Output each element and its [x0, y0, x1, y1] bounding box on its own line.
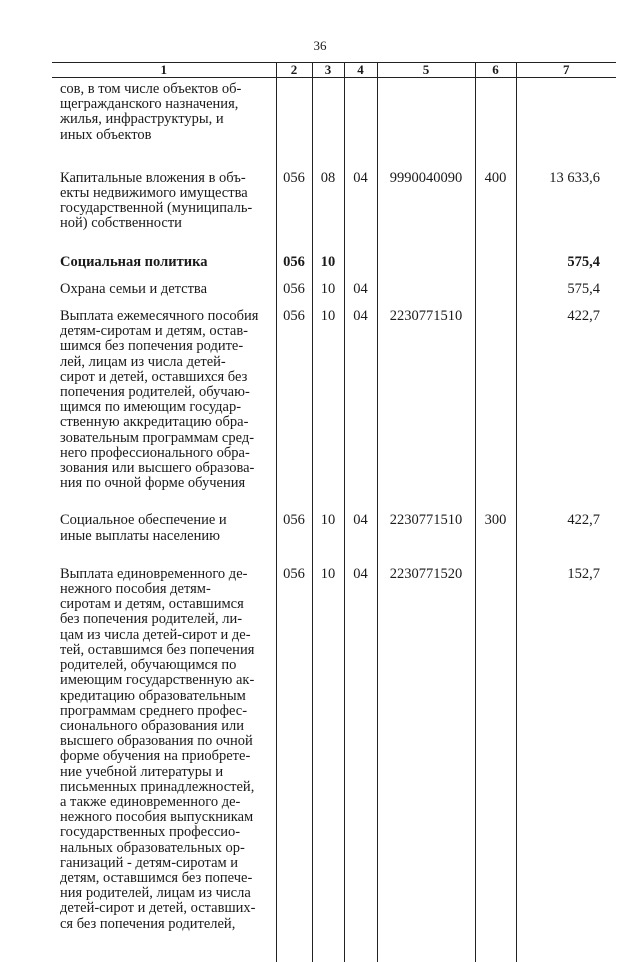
row-col-5-cell: 2230771510: [377, 513, 475, 566]
row-col-6-cell: [475, 282, 516, 309]
row-col-5-cell: 9990040090: [377, 168, 475, 255]
row-col-4-cell: [344, 255, 377, 282]
budget-table: [52, 62, 616, 962]
row-col-3-cell: 10: [312, 255, 344, 282]
header-col-1: 1: [52, 63, 276, 78]
table-row: [52, 309, 616, 513]
row-name-cell: Социальное обеспечение и иные выплаты населению: [52, 513, 276, 566]
row-col-2-cell: 056: [276, 309, 312, 513]
table-row: [52, 168, 616, 255]
row-col-6-cell: [475, 255, 516, 282]
row-col-4-cell: 04: [344, 513, 377, 566]
row-name-cell: сов, в том числе объектов об- щегражданского назначения, жилья, инфраструктуры, и иных объектов: [52, 78, 276, 168]
page-number: 36: [313, 38, 327, 53]
table-row: [52, 282, 616, 309]
row-col-7-cell: 422,7: [516, 513, 616, 566]
header-col-4: 4: [344, 63, 377, 78]
row-col-7-cell: 152,7: [516, 567, 616, 962]
row-name-cell: Охрана семьи и детства: [52, 282, 276, 309]
header-col-5: 5: [377, 63, 475, 78]
table-row: [52, 513, 616, 566]
header-col-6: 6: [475, 63, 516, 78]
row-col-3-cell: 10: [312, 513, 344, 566]
row-name-cell: Социальная политика: [52, 255, 276, 282]
row-col-2-cell: 056: [276, 168, 312, 255]
row-col-3-cell: 10: [312, 282, 344, 309]
row-name-cell: Выплата единовременного де- нежного пособия детям- сиротам и детям, оставшимся без попечения родителей, ли- цам из числа детей-сирот и де- тей, оставшимся без попечения родителей, обучающимся по имеющим государственную ак- кредитацию образовательным программам среднего профес- сионального образования или высшего образования по очной форме обучения на приобрете- ние учебной литературы и письменных принадлежностей, а также единовременного де- нежного пособия выпускникам государственных профессио- нальных образовательных ор- ганизаций - детям-сиротам и детям, оставшимся без попече- ния родителей, лицам из числа детей-сирот и детей, оставших- ся без попечения родителей,: [52, 567, 276, 962]
row-col-5-cell: [377, 255, 475, 282]
table-header-row: [52, 63, 616, 78]
row-col-3-cell: 08: [312, 168, 344, 255]
row-col-3-cell: 10: [312, 309, 344, 513]
row-col-4-cell: [344, 78, 377, 168]
table-row: [52, 567, 616, 962]
row-col-5-cell: [377, 78, 475, 168]
row-col-4-cell: 04: [344, 282, 377, 309]
row-col-4-cell: 04: [344, 309, 377, 513]
row-col-4-cell: 04: [344, 168, 377, 255]
row-col-6-cell: [475, 309, 516, 513]
row-col-2-cell: 056: [276, 282, 312, 309]
row-col-7-cell: [516, 78, 616, 168]
row-col-3-cell: 10: [312, 567, 344, 962]
header-col-3: 3: [312, 63, 344, 78]
row-col-7-cell: 575,4: [516, 255, 616, 282]
row-col-5-cell: 2230771520: [377, 567, 475, 962]
row-col-2-cell: [276, 78, 312, 168]
row-col-3-cell: [312, 78, 344, 168]
table-row: [52, 78, 616, 168]
row-col-2-cell: 056: [276, 567, 312, 962]
row-col-5-cell: 2230771510: [377, 309, 475, 513]
row-name-cell: Выплата ежемесячного пособия детям-сиротам и детям, остав- шимся без попечения родите- лей, лицам из числа детей- сирот и детей, оставшихся без попечения родителей, обучаю- щимся по имеющим государ- ственную аккредитацию обра- зовательным программам сред- него профессионального обра- зования или высшего образова- ния по очной форме обучения: [52, 309, 276, 513]
header-col-2: 2: [276, 63, 312, 78]
row-col-7-cell: 422,7: [516, 309, 616, 513]
row-col-2-cell: 056: [276, 513, 312, 566]
row-col-6-cell: 400: [475, 168, 516, 255]
row-col-4-cell: 04: [344, 567, 377, 962]
row-col-7-cell: 13 633,6: [516, 168, 616, 255]
row-col-6-cell: [475, 78, 516, 168]
row-col-7-cell: 575,4: [516, 282, 616, 309]
row-col-6-cell: 300: [475, 513, 516, 566]
table-row: [52, 255, 616, 282]
header-col-7: 7: [516, 63, 616, 78]
row-name-cell: Капитальные вложения в объ- екты недвижимого имущества государственной (муниципаль- ной) собственности: [52, 168, 276, 255]
row-col-2-cell: 056: [276, 255, 312, 282]
row-col-6-cell: [475, 567, 516, 962]
row-col-5-cell: [377, 282, 475, 309]
